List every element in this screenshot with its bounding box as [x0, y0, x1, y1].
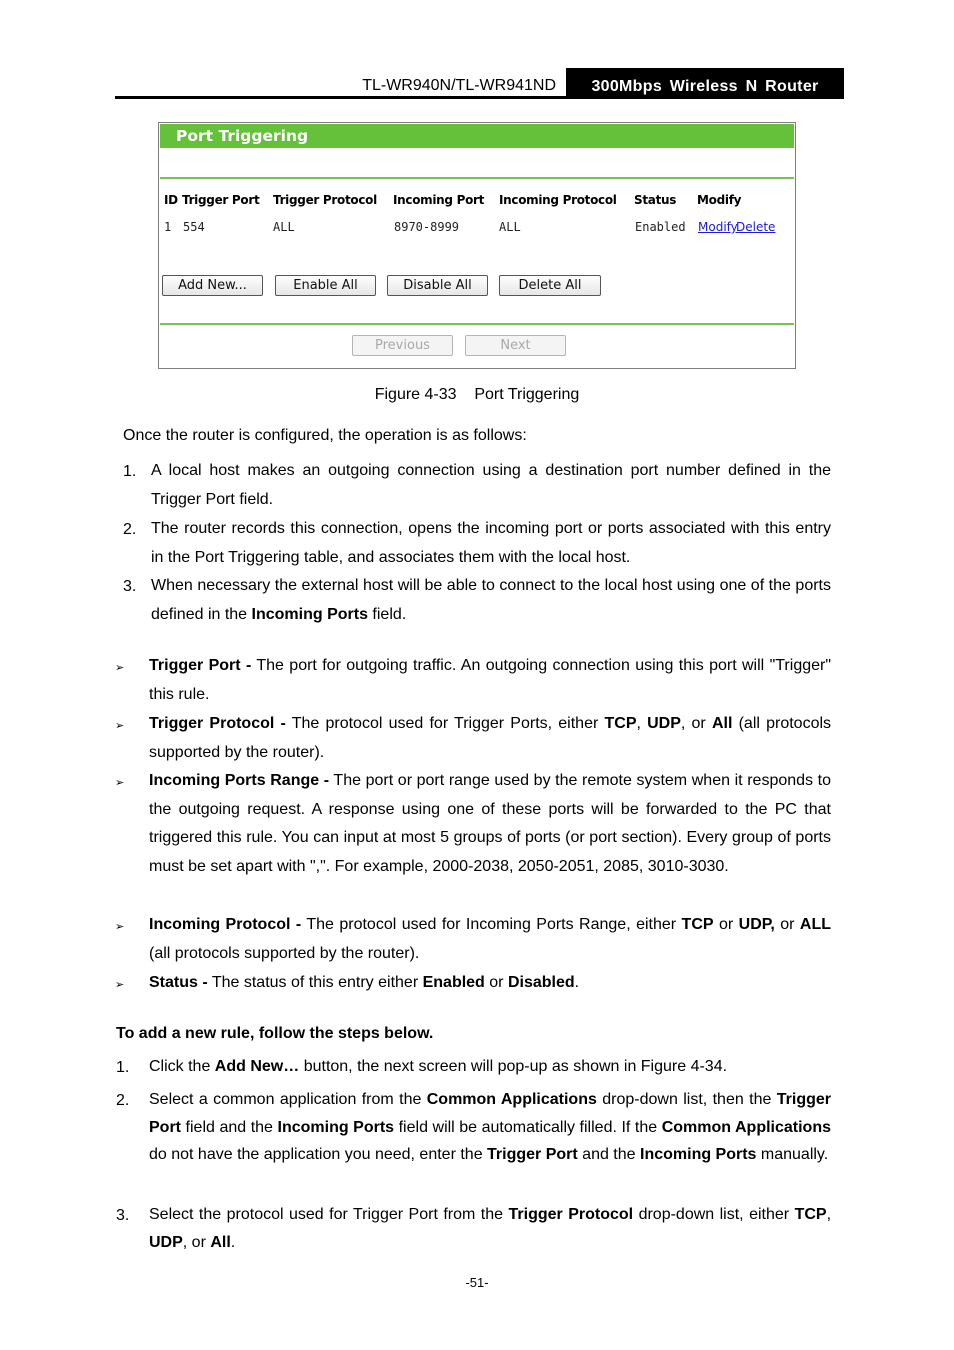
- step-3-text: Select the protocol used for Trigger Port from the Trigger Protocol drop-down list, either TCP, UDP, or All.: [149, 1206, 832, 1251]
- delete-all-button[interactable]: Delete All: [499, 275, 601, 296]
- def-trigger-port: Trigger Port - The port for outgoing traffic. An outgoing connection using this port will "Trigger" this rule.: [149, 657, 832, 703]
- step-2-number: 2.: [116, 1092, 130, 1109]
- cell-incoming-port: 8970-8999: [394, 220, 460, 234]
- op-2-text: The router records this connection, opens the incoming port or ports associated with this entry in the Port Triggering table, and associates them with the local host.: [151, 520, 831, 566]
- bullet-arrow-icon: ➢: [115, 777, 125, 789]
- col-incoming-port: Incoming Port: [393, 193, 485, 207]
- page-number: -51-: [465, 1275, 489, 1290]
- def-status: Status - The status of this entry either Enabled or Disabled.: [149, 974, 580, 991]
- step-1-text: Click the Add New… button, the next screen will pop-up as shown in Figure 4-34.: [149, 1058, 728, 1075]
- cell-status: Enabled: [635, 220, 686, 234]
- enable-all-button[interactable]: Enable All: [275, 275, 376, 296]
- add-new-button[interactable]: Add New...: [162, 275, 263, 296]
- step-1-number: 1.: [116, 1059, 130, 1076]
- def-incoming-protocol: Incoming Protocol - The protocol used for Incoming Ports Range, either TCP or UDP, or ALL (all protocols supported by the router).: [149, 916, 832, 962]
- previous-button[interactable]: Previous: [352, 335, 453, 356]
- header-product: 300Mbps Wireless N Router: [566, 68, 844, 98]
- op-1-number: 1.: [123, 463, 137, 480]
- next-button[interactable]: Next: [465, 335, 566, 356]
- cell-trigger-port: 554: [183, 220, 205, 234]
- cell-trigger-protocol: ALL: [273, 220, 295, 234]
- modify-link[interactable]: Modify: [698, 220, 738, 234]
- step-2-text: Select a common application from the Common Applications drop-down list, then the Trigger Port field and the Incoming Ports field will be automatically filled. If the Common Applications do not have the application you need, enter the Trigger Port and the Incoming Ports manually.: [149, 1091, 831, 1163]
- def-incoming-ports-range: Incoming Ports Range - The port or port range used by the remote system when it responds to the outgoing request. A response using one of these ports will be forwarded to the PC that triggered this rule. You can input at most 5 groups of ports (or port section). Every group of ports must be set apart with ",". For example, 2000-2038, 2050-2051, 2085, 3010-3030.: [149, 772, 831, 875]
- col-modify: Modify: [697, 193, 742, 207]
- step-3-number: 3.: [116, 1207, 130, 1224]
- steps-heading: To add a new rule, follow the steps below.: [116, 1025, 434, 1042]
- op-3-number: 3.: [123, 578, 137, 595]
- col-id: ID: [164, 193, 178, 207]
- figure-caption: Figure 4-33 Port Triggering: [374, 386, 580, 403]
- def-trigger-protocol: Trigger Protocol - The protocol used for Trigger Ports, either TCP, UDP, or All (all protocols supported by the router).: [149, 715, 832, 761]
- disable-all-button[interactable]: Disable All: [387, 275, 488, 296]
- cell-incoming-protocol: ALL: [499, 220, 521, 234]
- delete-link[interactable]: Delete: [736, 220, 776, 234]
- op-2-number: 2.: [123, 521, 137, 538]
- panel-divider-top: [160, 177, 794, 179]
- header-rule: [115, 96, 844, 99]
- cell-id: 1: [164, 220, 172, 234]
- bullet-arrow-icon: ➢: [115, 662, 125, 674]
- panel-divider-bottom: [160, 323, 794, 325]
- col-status: Status: [634, 193, 677, 207]
- bullet-arrow-icon: ➢: [115, 979, 125, 991]
- bullet-arrow-icon: ➢: [115, 921, 125, 933]
- col-incoming-protocol: Incoming Protocol: [499, 193, 617, 207]
- col-trigger-port: Trigger Port: [182, 193, 260, 207]
- col-trigger-protocol: Trigger Protocol: [273, 193, 377, 207]
- header-model: TL-WR940N/TL-WR941ND: [362, 77, 556, 94]
- bullet-arrow-icon: ➢: [115, 720, 125, 732]
- intro-text: Once the router is configured, the operation is as follows:: [123, 427, 527, 444]
- op-3-text: When necessary the external host will be able to connect to the local host using one of the ports defined in the Incoming Ports field.: [151, 577, 831, 623]
- op-1-text: A local host makes an outgoing connection using a destination port number defined in the Trigger Port field.: [151, 462, 831, 508]
- port-triggering-panel: [158, 122, 796, 369]
- panel-title: Port Triggering: [160, 124, 794, 148]
